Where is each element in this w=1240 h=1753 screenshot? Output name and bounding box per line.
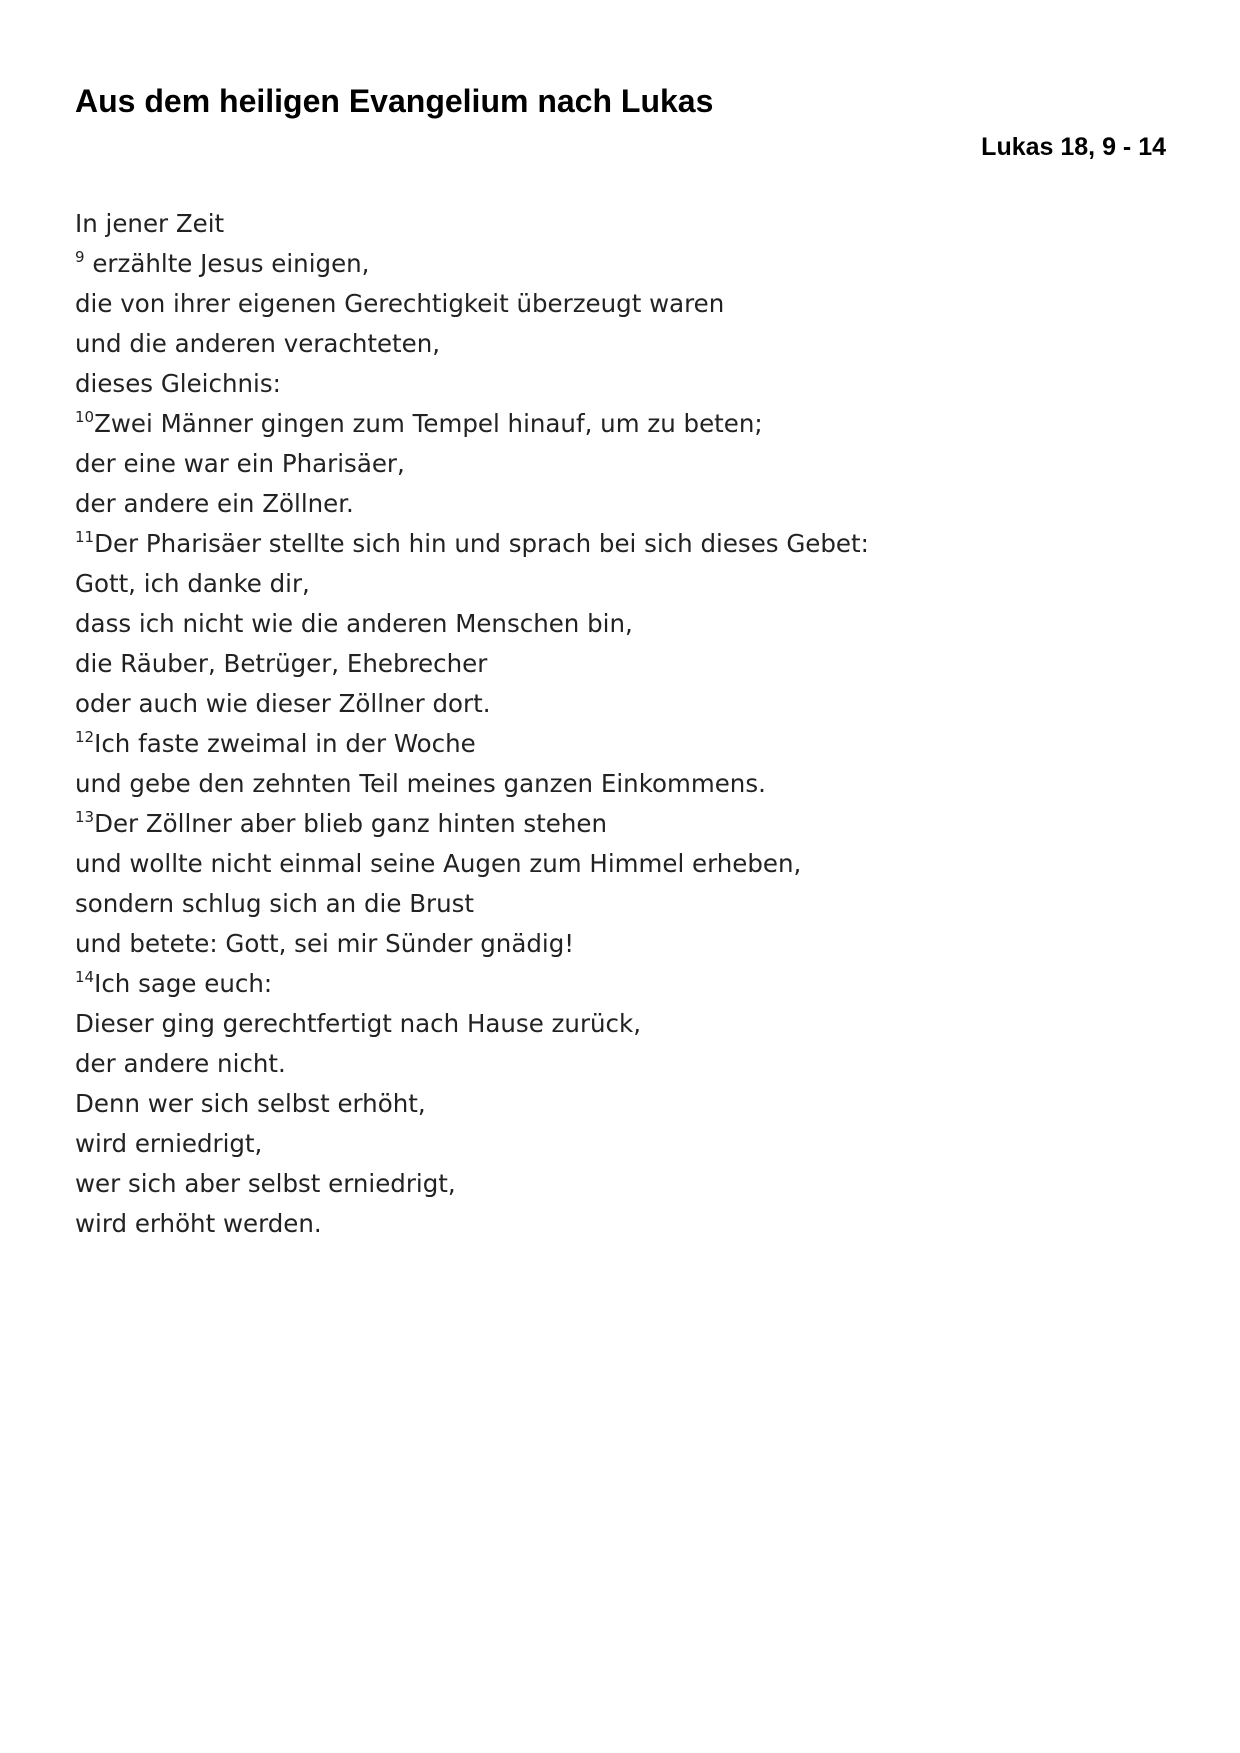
text-line bbox=[75, 404, 1155, 444]
line-text: dieses Gleichnis: bbox=[75, 369, 281, 398]
line-text: Ich faste zweimal in der Woche bbox=[94, 729, 476, 758]
text-line bbox=[75, 1084, 1155, 1124]
text-line bbox=[75, 884, 1155, 924]
line-text: erzählte Jesus einigen, bbox=[84, 249, 370, 278]
line-text: Gott, ich danke dir, bbox=[75, 569, 310, 598]
line-text: und die anderen verachteten, bbox=[75, 329, 441, 358]
text-line bbox=[75, 1044, 1155, 1084]
text-line bbox=[75, 244, 1155, 284]
text-line bbox=[75, 924, 1155, 964]
text-line bbox=[75, 284, 1155, 324]
line-text: und betete: Gott, sei mir Sünder gnädig! bbox=[75, 929, 575, 958]
text-line bbox=[75, 1204, 1155, 1244]
text-line bbox=[75, 724, 1155, 764]
line-text: die Räuber, Betrüger, Ehebrecher bbox=[75, 649, 488, 678]
text-line bbox=[75, 444, 1155, 484]
line-text: Zwei Männer gingen zum Tempel hinauf, um zu beten; bbox=[94, 409, 763, 438]
text-line bbox=[75, 524, 1155, 564]
line-text: und wollte nicht einmal seine Augen zum Himmel erheben, bbox=[75, 849, 802, 878]
text-line bbox=[75, 364, 1155, 404]
line-text: Dieser ging gerechtfertigt nach Hause zurück, bbox=[75, 1009, 641, 1038]
line-text: wird erhöht werden. bbox=[75, 1209, 322, 1238]
text-line bbox=[75, 204, 1155, 244]
verse-number: 9 bbox=[75, 248, 85, 266]
scripture-reference: Lukas 18, 9 - 14 bbox=[981, 133, 1166, 161]
line-text: Ich sage euch: bbox=[94, 969, 273, 998]
line-text: Denn wer sich selbst erhöht, bbox=[75, 1089, 426, 1118]
text-line bbox=[75, 1164, 1155, 1204]
text-line bbox=[75, 604, 1155, 644]
line-text: und gebe den zehnten Teil meines ganzen Einkommens. bbox=[75, 769, 766, 798]
line-text: wer sich aber selbst erniedrigt, bbox=[75, 1169, 456, 1198]
line-text: der eine war ein Pharisäer, bbox=[75, 449, 405, 478]
text-line bbox=[75, 804, 1155, 844]
line-text: dass ich nicht wie die anderen Menschen bin, bbox=[75, 609, 633, 638]
line-text: Der Pharisäer stellte sich hin und sprach bei sich dieses Gebet: bbox=[94, 529, 869, 558]
verse-number: 11 bbox=[75, 528, 95, 546]
line-text: sondern schlug sich an die Brust bbox=[75, 889, 474, 918]
page-title: Aus dem heiligen Evangelium nach Lukas bbox=[75, 83, 714, 119]
text-line bbox=[75, 484, 1155, 524]
text-line bbox=[75, 764, 1155, 804]
line-text: wird erniedrigt, bbox=[75, 1129, 263, 1158]
text-line bbox=[75, 564, 1155, 604]
text-line bbox=[75, 1004, 1155, 1044]
text-line bbox=[75, 1124, 1155, 1164]
verse-number: 14 bbox=[75, 968, 95, 986]
verse-number: 10 bbox=[75, 408, 95, 426]
line-text: Der Zöllner aber blieb ganz hinten stehen bbox=[94, 809, 607, 838]
line-text: der andere nicht. bbox=[75, 1049, 286, 1078]
line-text: In jener Zeit bbox=[75, 209, 225, 238]
text-line bbox=[75, 964, 1155, 1004]
text-line bbox=[75, 684, 1155, 724]
verse-number: 12 bbox=[75, 728, 95, 746]
text-line bbox=[75, 324, 1155, 364]
text-line bbox=[75, 644, 1155, 684]
gospel-text bbox=[75, 204, 1155, 1244]
line-text: oder auch wie dieser Zöllner dort. bbox=[75, 689, 491, 718]
verse-number: 13 bbox=[75, 808, 95, 826]
line-text: die von ihrer eigenen Gerechtigkeit überzeugt waren bbox=[75, 289, 725, 318]
line-text: der andere ein Zöllner. bbox=[75, 489, 354, 518]
text-line bbox=[75, 844, 1155, 884]
